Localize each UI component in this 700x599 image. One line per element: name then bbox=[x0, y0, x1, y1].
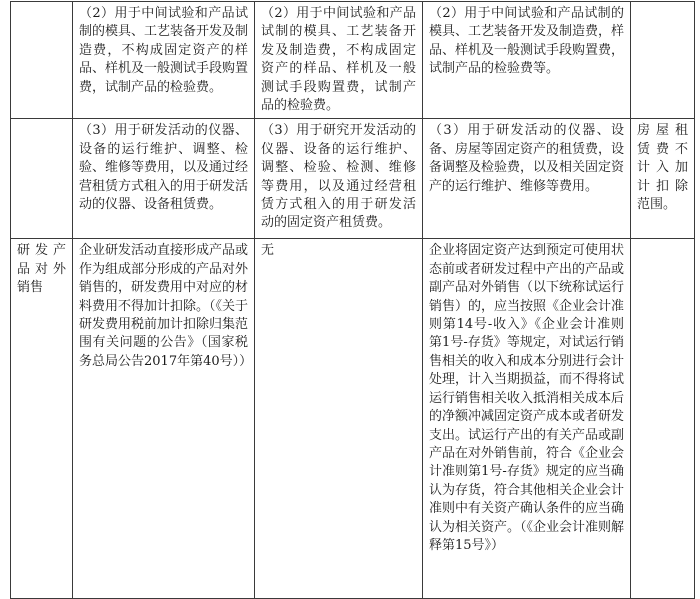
current-policy-cell: （2）用于中间试验和产品试制的模具、工艺装备开发及制造费，不构成固定资产的样品、样机及一般测试手段购置费，试制产品的检验费。 bbox=[73, 2, 255, 119]
table-row bbox=[11, 239, 695, 599]
row-label-cell: 研发产品对外销售 bbox=[11, 239, 73, 599]
table-row bbox=[11, 2, 695, 119]
accounting-standard-cell: （2）用于中间试验和产品试制的模具、工艺装备开发及制造费，样品、样机及一般测试手段购置费，试制产品的检验费等。 bbox=[423, 2, 631, 119]
difference-note-cell bbox=[631, 239, 695, 599]
current-policy-cell: （3）用于研发活动的仪器、设备的运行维护、调整、检验、维修等费用，以及通过经营租赁方式租入的用于研发活动的仪器、设备租赁费。 bbox=[73, 119, 255, 239]
difference-note-cell bbox=[631, 2, 695, 119]
accounting-standard-cell: （3）用于研发活动的仪器、设备、房屋等固定资产的租赁费，设备调整及检验费，以及相关固定资产的运行维护、维修等费用。 bbox=[423, 119, 631, 239]
current-policy-cell: 企业研发活动直接形成产品或作为组成部分形成的产品对外销售的，研发费用中对应的材料费用不得加计扣除。（《关于研发费用税前加计扣除归集范围有关问题的公告》（国家税务总局公告2017年第40号）） bbox=[73, 239, 255, 599]
previous-policy-cell: 无 bbox=[255, 239, 423, 599]
previous-policy-cell: （3）用于研究开发活动的仪器、设备的运行维护、调整、检验、检测、维修等费用，以及通过经营租赁方式租入的用于研发活动的固定资产租赁费。 bbox=[255, 119, 423, 239]
difference-note-cell: 房屋租赁费不计入加计扣除范围。 bbox=[631, 119, 695, 239]
row-label-cell bbox=[11, 119, 73, 239]
table-row bbox=[11, 119, 695, 239]
row-label-cell bbox=[11, 2, 73, 119]
accounting-standard-cell: 企业将固定资产达到预定可使用状态前或者研发过程中产出的产品或副产品对外销售（以下统称试运行销售）的，应当按照《企业会计准则第14号-收入》《企业会计准则第1号-存货》等规定，对试运行销售相关的收入和成本分别进行会计处理，计入当期损益，而不得将试运行销售相关收入抵消相关成本后的净额冲减固定资产成本或者研发支出。试运行产出的有关产品或副产品在对外销售前，符合《企业会计准则第1号-存货》规定的应当确认为存货，符合其他相关企业会计准则中有关资产确认条件的应当确认为相关资产。（《企业会计准则解释第15号》） bbox=[423, 239, 631, 599]
comparison-table bbox=[10, 1, 695, 599]
previous-policy-cell: （2）用于中间试验和产品试制的模具、工艺装备开发及制造费，不构成固定资产的样品、样机及一般测试手段购置费，试制产品的检验费。 bbox=[255, 2, 423, 119]
